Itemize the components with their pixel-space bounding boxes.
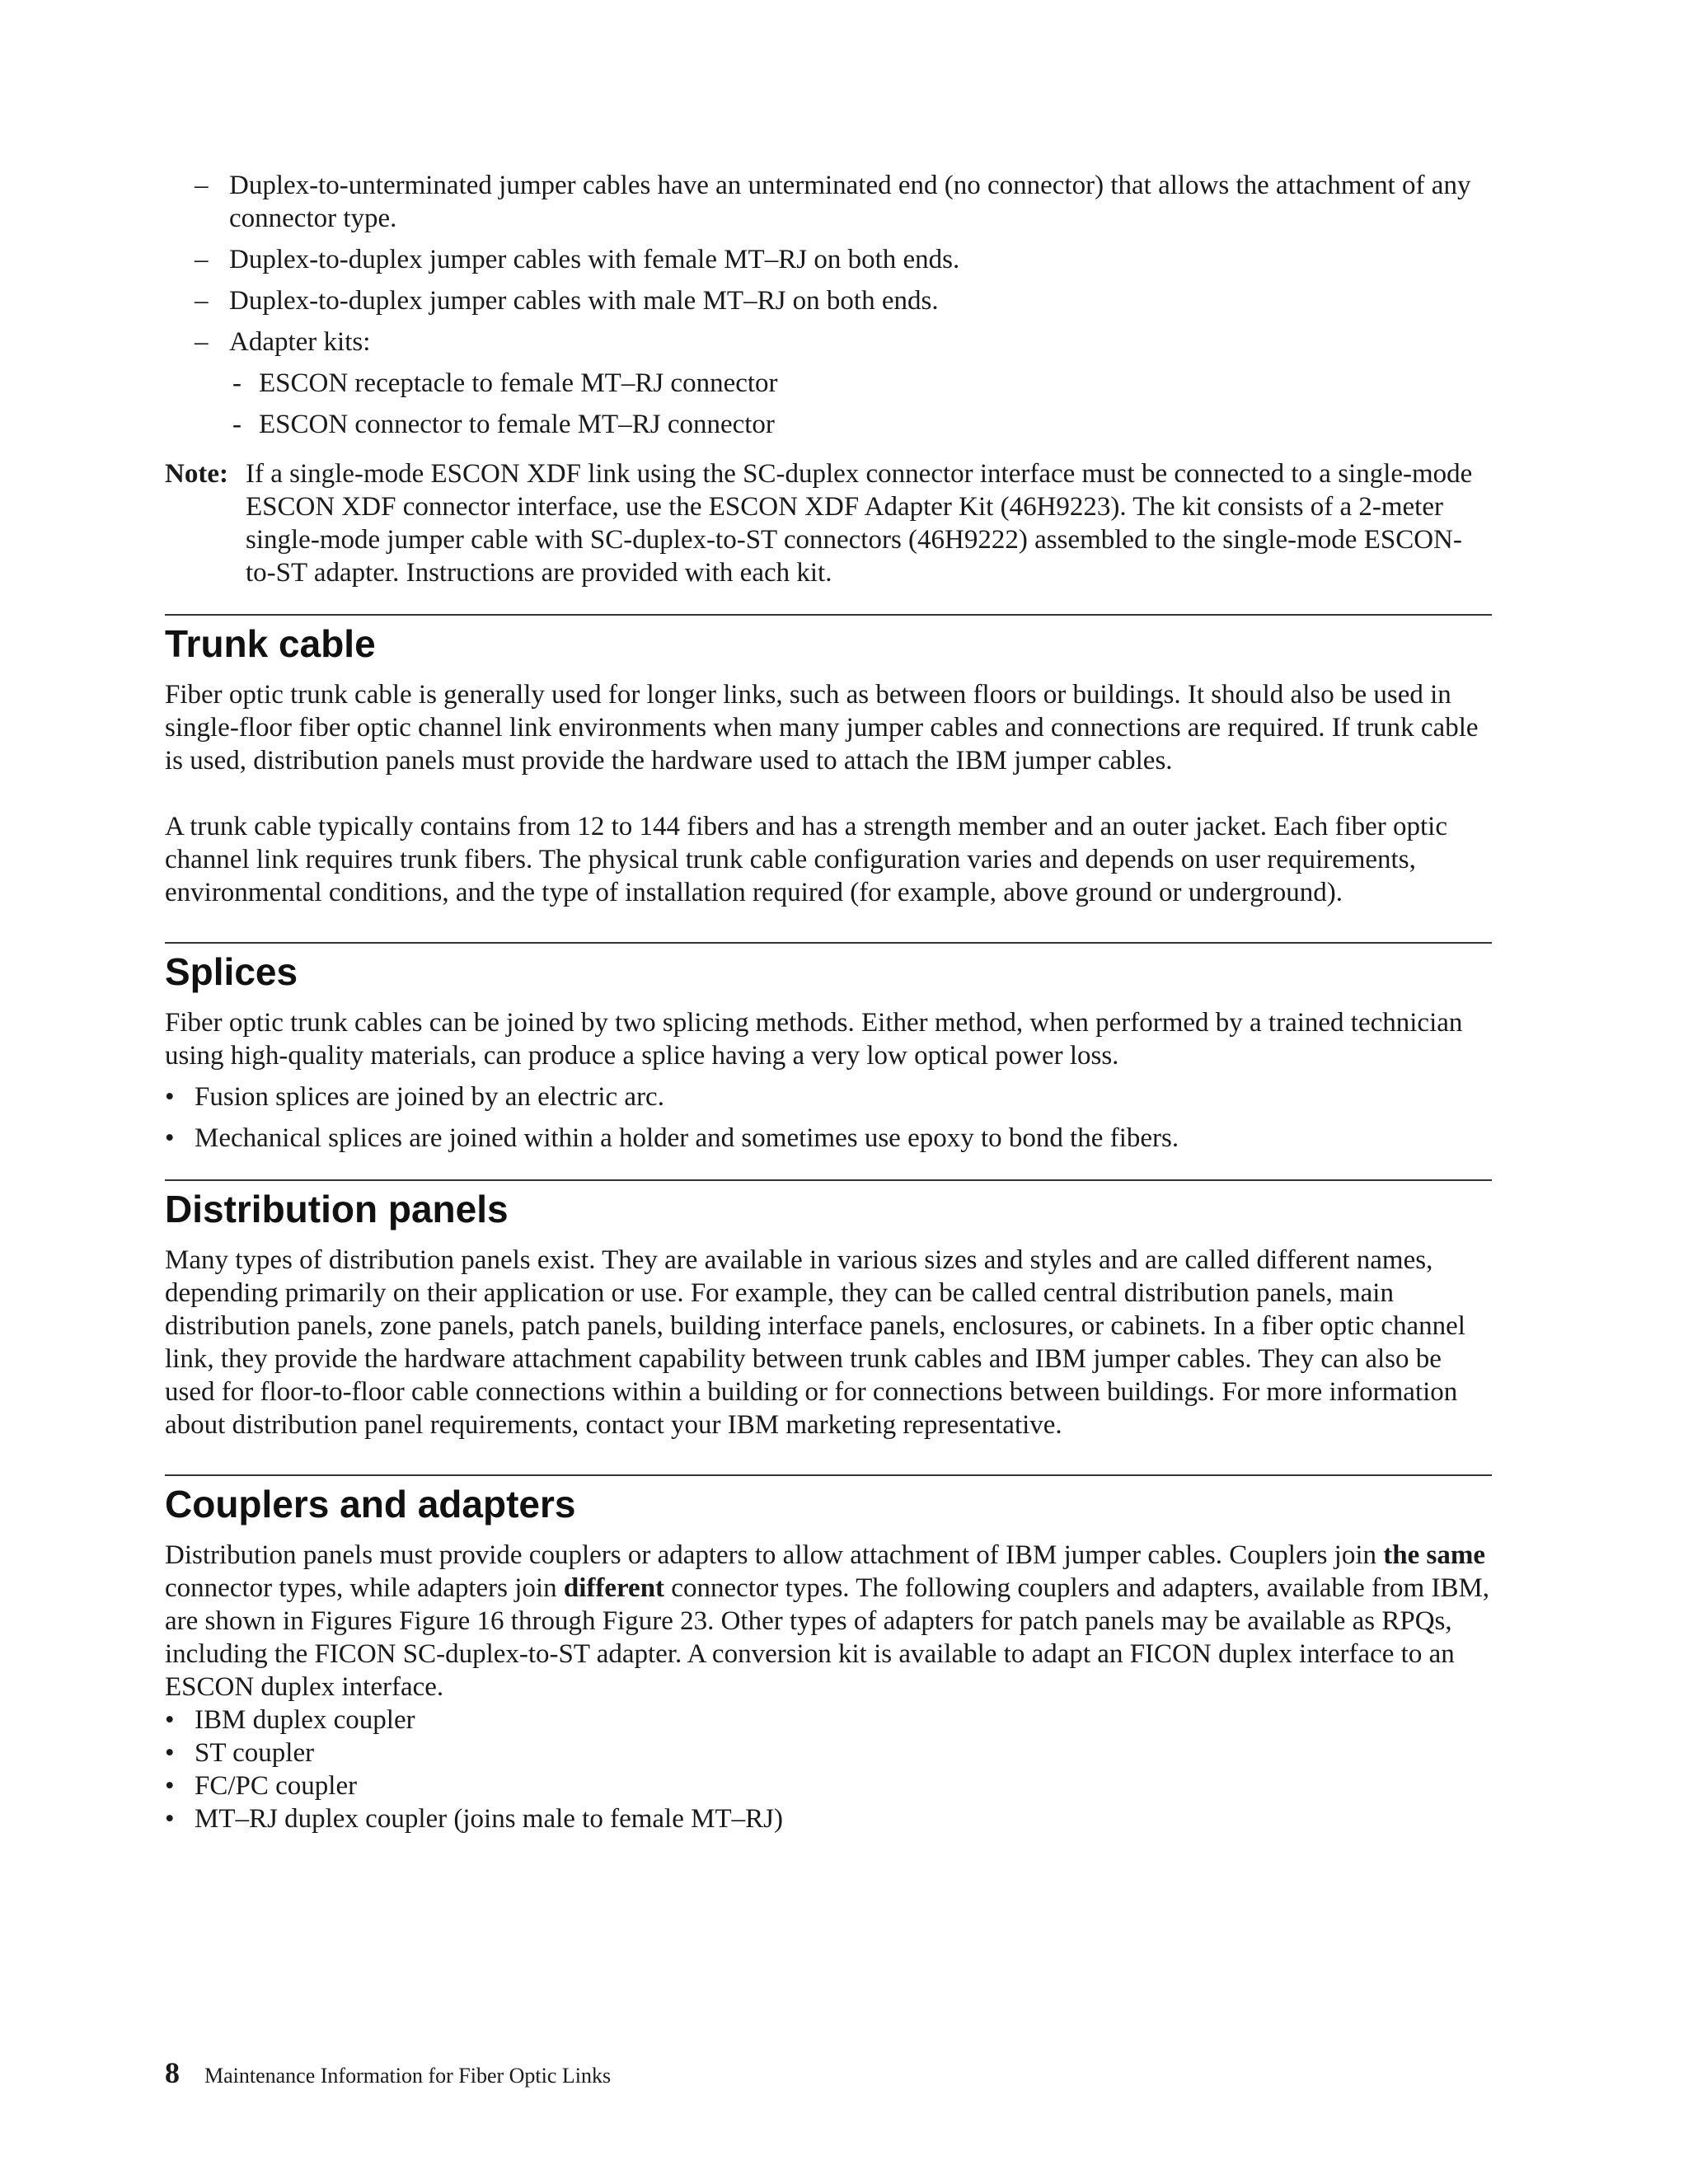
list-item: – Duplex-to-duplex jumper cables with male MT–RJ on both ends. bbox=[165, 284, 1492, 317]
list-item: • MT–RJ duplex coupler (joins male to female MT–RJ) bbox=[165, 1802, 1492, 1835]
adapter-kits-label: Adapter kits: bbox=[229, 327, 371, 357]
paragraph: Many types of distribution panels exist. They are available in various sizes and styles and are called different names, depending primarily on their application or use. For example, they can be called central distribution panels, main distribution panels, zone panels, patch panels, building interface panels, enclosures, or cabinets. In a fiber optic channel link, they provide the hardware attachment capability between trunk cables and IBM jumper cables. They can also be used for floor-to-floor cable connections within a building or for connections between buildings. For more information about distribution panel requirements, contact your IBM marketing representative. bbox=[165, 1245, 1465, 1440]
list-item: • FC/PC coupler bbox=[165, 1769, 1492, 1802]
paragraph: A trunk cable typically contains from 12 to 144 fibers and has a strength member and an outer jacket. Each fiber optic channel link requires trunk fibers. The physical trunk cable configuration varies and depends on user requirements, environmental conditions, and the type of installation required (for example, above ground or underground). bbox=[165, 812, 1447, 907]
splice-list bbox=[165, 1080, 1492, 1155]
note-text: If a single-mode ESCON XDF link using the SC-duplex connector interface must be connected to a single-mode ESCON XDF connector interface, use the ESCON XDF Adapter Kit (46H9223). The kit consists of a 2-meter single-mode jumper cable with SC-duplex-to-ST connectors (46H9222) assembled to the single-mode ESCON-to-ST adapter. Instructions are provided with each kit. bbox=[246, 459, 1473, 588]
section-trunk-cable bbox=[165, 614, 1492, 909]
list-item: • Mechanical splices are joined within a holder and sometimes use epoxy to bond the fibers. bbox=[165, 1122, 1492, 1155]
list-item: • ST coupler bbox=[165, 1736, 1492, 1769]
list-item bbox=[165, 326, 1492, 441]
section-heading: Trunk cable bbox=[165, 622, 376, 665]
section-distribution-panels bbox=[165, 1179, 1492, 1441]
sub-list-item: - ESCON connector to female MT–RJ connector bbox=[229, 408, 1492, 441]
paragraph: Fiber optic trunk cables can be joined by two splicing methods. Either method, when performed by a trained technician using high-quality materials, can produce a splice having a very low optical power loss. bbox=[165, 1008, 1463, 1071]
list-item: – Duplex-to-unterminated jumper cables have an unterminated end (no connector) that allows the attachment of any connector type. bbox=[165, 169, 1492, 235]
list-item: • Fusion splices are joined by an electric arc. bbox=[165, 1080, 1492, 1113]
section-heading: Splices bbox=[165, 950, 298, 993]
paragraph bbox=[165, 1539, 1492, 1704]
text-run: connector types, while adapters join bbox=[165, 1573, 564, 1603]
list-item: • IBM duplex coupler bbox=[165, 1704, 1492, 1736]
bold-text: different bbox=[563, 1573, 665, 1603]
coupler-list bbox=[165, 1704, 1492, 1835]
page-footer bbox=[165, 2056, 611, 2093]
note-block bbox=[165, 457, 1492, 589]
adapter-kits-sublist bbox=[229, 367, 1492, 441]
section-splices bbox=[165, 942, 1492, 1155]
text-run: connector types. The following couplers and adapters, available from IBM, are shown in Figures Figure 16 through Figure 23. Other types of adapters for patch panels may be available as RPQs, including the FICON SC-duplex-to-ST adapter. A conversion kit is available to adapt an FICON duplex interface to an ESCON duplex interface. bbox=[165, 1573, 1490, 1702]
list-item: – Duplex-to-duplex jumper cables with female MT–RJ on both ends. bbox=[165, 243, 1492, 276]
text-run: Distribution panels must provide couplers or adapters to allow attachment of IBM jumper cables. Couplers join bbox=[165, 1540, 1384, 1570]
page-number: 8 bbox=[165, 2056, 180, 2089]
note-label: Note: bbox=[165, 459, 228, 489]
jumper-cable-list bbox=[165, 169, 1492, 441]
page-content bbox=[165, 169, 1492, 1835]
footer-title: Maintenance Information for Fiber Optic Links bbox=[204, 2064, 612, 2088]
section-heading: Distribution panels bbox=[165, 1188, 509, 1230]
paragraph: Fiber optic trunk cable is generally used for longer links, such as between floors or buildings. It should also be used in single-floor fiber optic channel link environments when many jumper cables and connections are required. If trunk cable is used, distribution panels must provide the hardware used to attach the IBM jumper cables. bbox=[165, 680, 1479, 776]
sub-list-item: - ESCON receptacle to female MT–RJ connector bbox=[229, 367, 1492, 400]
section-couplers-adapters bbox=[165, 1474, 1492, 1835]
bold-text: the same bbox=[1383, 1540, 1485, 1570]
section-heading: Couplers and adapters bbox=[165, 1483, 576, 1526]
